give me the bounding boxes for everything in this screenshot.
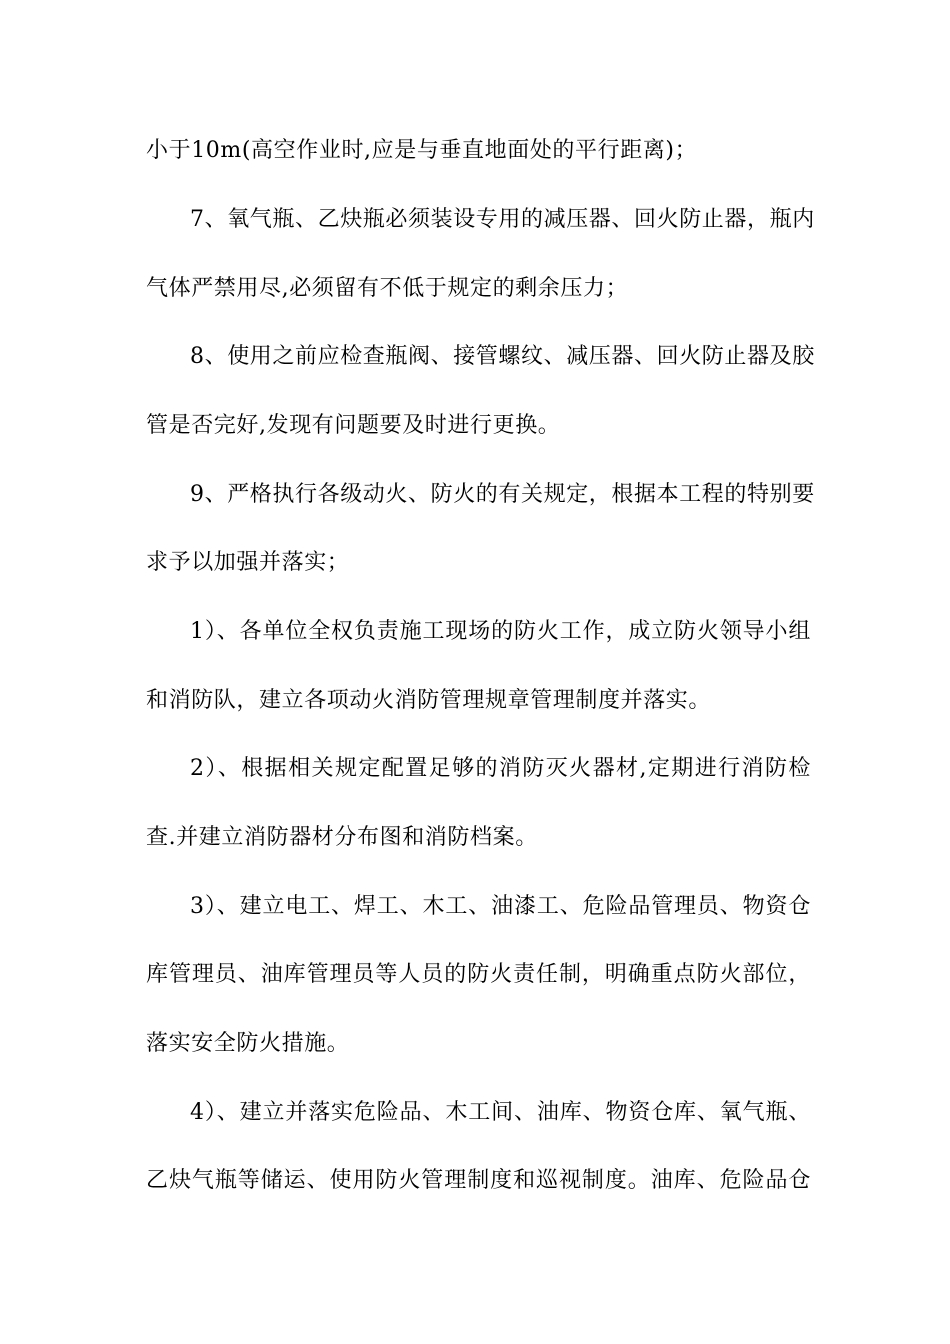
text-line: 查.并建立消防器材分布图和消防档案。 [146, 825, 538, 850]
text-line: 库管理员、油库管理员等人员的防火责任制，明确重点防火部位， [146, 962, 811, 987]
text-line: 3）、建立电工、焊工、木工、油漆工、危险品管理员、物资仓 [190, 894, 811, 919]
text-line: 8、使用之前应检查瓶阀、接管螺纹、减压器、回火防止器及胶 [190, 344, 815, 369]
text-line: 气体严禁用尽,必须留有不低于规定的剩余压力； [146, 276, 629, 301]
text-line: 9、严格执行各级动火、防火的有关规定，根据本工程的特别要 [190, 482, 815, 507]
text-line: 2）、根据相关规定配置足够的消防灭火器材,定期进行消防检 [190, 756, 811, 781]
text-line: 小于10m(高空作业时,应是与垂直地面处的平行距离)； [146, 138, 698, 163]
text-line: 管是否完好,发现有问题要及时进行更换。 [146, 413, 561, 438]
text-line: 和消防队，建立各项动火消防管理规章管理制度并落实。 [146, 688, 712, 713]
text-line: 乙炔气瓶等储运、使用防火管理制度和巡视制度。油库、危险品仓 [146, 1168, 811, 1193]
text-line: 1）、各单位全权负责施工现场的防火工作，成立防火领导小组 [190, 619, 811, 644]
text-line: 求予以加强并落实； [146, 550, 350, 575]
text-line: 4）、建立并落实危险品、木工间、油库、物资仓库、氧气瓶、 [190, 1100, 811, 1125]
text-line: 落实安全防火措施。 [146, 1031, 350, 1056]
text-line: 7、氧气瓶、乙炔瓶必须装设专用的减压器、回火防止器，瓶内 [190, 207, 815, 232]
